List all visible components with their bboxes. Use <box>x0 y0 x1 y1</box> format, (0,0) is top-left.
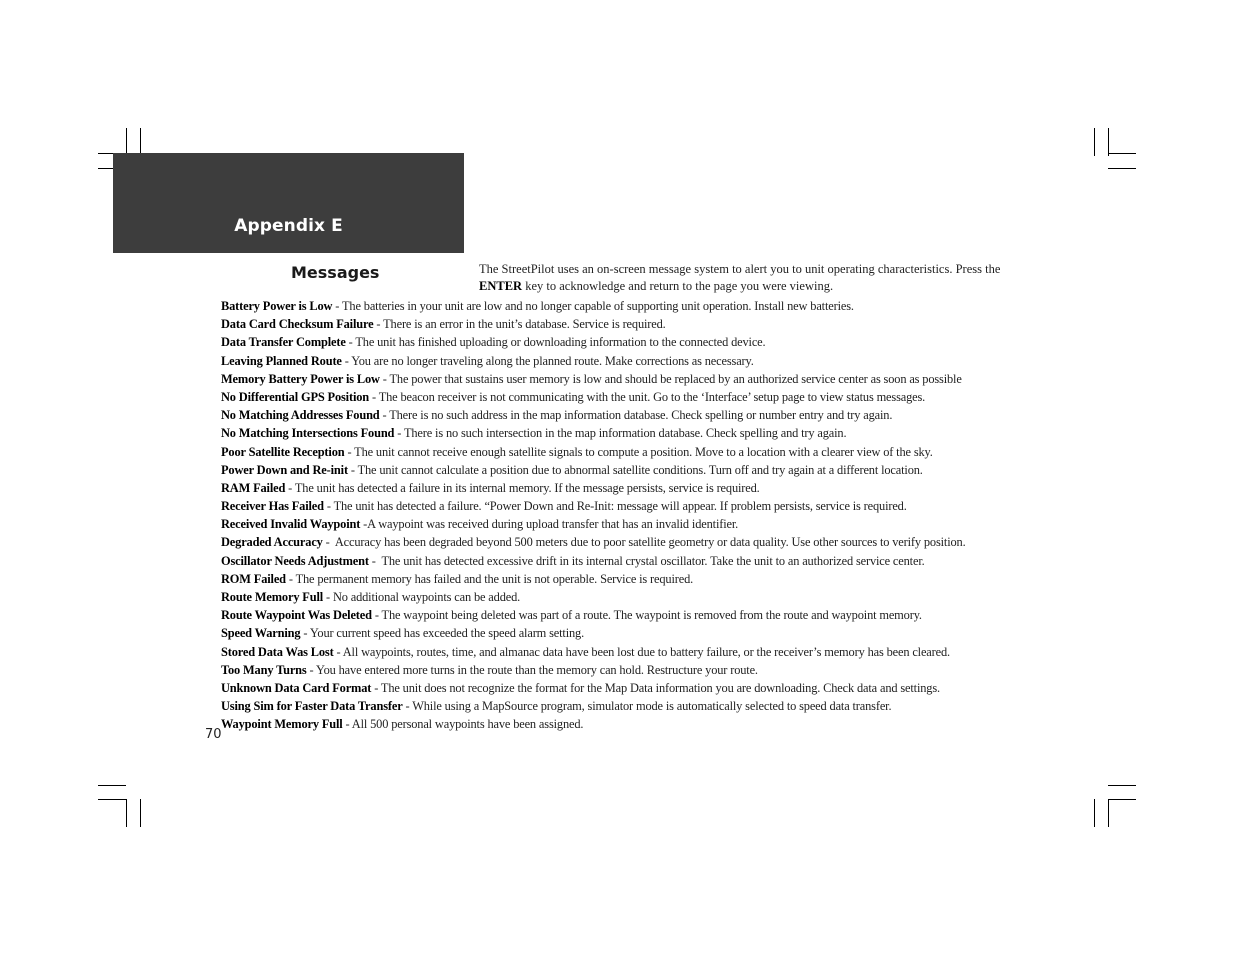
message-separator: - <box>371 680 381 695</box>
crop-mark <box>140 799 141 827</box>
crop-mark <box>1108 799 1109 827</box>
crop-mark <box>1108 168 1136 169</box>
enter-key-label: ENTER <box>479 279 523 293</box>
message-description: There is no such address in the map information database. Check spelling or number entry and try again. <box>389 408 893 423</box>
message-description: You are no longer traveling along the planned route. Make corrections as necessary. <box>351 353 754 368</box>
message-item <box>221 388 1027 406</box>
message-item <box>221 533 1027 551</box>
crop-mark <box>126 799 127 827</box>
message-title: Too Many Turns <box>221 662 307 677</box>
message-item <box>221 497 1027 515</box>
message-description: The beacon receiver is not communicating with the unit. Go to the ‘Interface’ setup page to view status messages. <box>378 389 926 404</box>
crop-mark <box>98 799 126 800</box>
message-title: No Matching Intersections Found <box>221 426 395 441</box>
appendix-title: Appendix E <box>234 216 343 236</box>
message-title: No Differential GPS Position <box>221 389 370 404</box>
message-item <box>221 661 1027 679</box>
message-separator: - <box>379 408 390 423</box>
section-title: Messages <box>291 263 380 282</box>
message-title: Power Down and Re-init <box>221 462 348 477</box>
message-description: All waypoints, routes, time, and almanac data have been lost due to battery failure, or the receiver’s memory has been cleared. <box>342 644 950 659</box>
message-item <box>221 515 1027 533</box>
message-title: Using Sim for Faster Data Transfer <box>221 699 403 714</box>
crop-mark <box>98 785 126 786</box>
message-description: No additional waypoints can be added. <box>332 590 521 604</box>
message-separator: - <box>369 389 379 404</box>
message-title: Data Transfer Complete <box>221 335 346 350</box>
message-item <box>221 352 1027 370</box>
message-description: Accuracy has been degraded beyond 500 meters due to poor satellite geometry or data quality. Use other sources to verify position. <box>334 535 966 550</box>
crop-mark <box>140 128 141 156</box>
message-description: The batteries in your unit are low and no longer capable of supporting unit operation. Install new batteries. <box>342 299 854 313</box>
crop-mark <box>126 128 127 156</box>
message-title: ROM Failed <box>221 571 286 586</box>
message-separator: - <box>345 335 356 350</box>
message-item <box>221 552 1027 570</box>
message-separator: - <box>373 317 384 332</box>
crop-mark <box>1108 153 1136 154</box>
message-description: You have entered more turns in the route than the memory can hold. Restructure your route. <box>316 662 758 677</box>
message-item <box>221 624 1027 642</box>
message-item <box>221 443 1027 461</box>
message-item <box>221 479 1027 497</box>
message-item <box>221 606 1027 624</box>
message-separator: - <box>360 517 368 532</box>
intro-text-start: The StreetPilot uses an on-screen message system to alert you to unit operating characteristics. Press the <box>479 262 1001 276</box>
message-title: Leaving Planned Route <box>221 353 342 368</box>
crop-mark <box>1094 128 1095 156</box>
message-title: Oscillator Needs Adjustment <box>221 553 369 568</box>
message-description: The waypoint being deleted was part of a route. The waypoint is removed from the route and waypoint memory. <box>381 608 922 623</box>
message-separator: - <box>323 590 333 604</box>
message-separator: - <box>285 480 295 495</box>
message-title: Speed Warning <box>221 626 301 641</box>
page-number: 70 <box>205 727 222 742</box>
message-title: Data Card Checksum Failure <box>221 317 374 332</box>
message-title: Receiver Has Failed <box>221 499 324 514</box>
message-description: The unit does not recognize the format for the Map Data information you are downloading. Check data and settings. <box>380 680 940 695</box>
message-description: The unit has finished uploading or downloading information to the connected device. <box>355 335 766 350</box>
message-item <box>221 424 1027 442</box>
message-separator: - <box>342 717 352 732</box>
message-separator: - <box>368 553 382 568</box>
message-separator: - <box>402 699 413 714</box>
message-item <box>221 315 1027 333</box>
crop-mark <box>1108 785 1136 786</box>
message-title: Stored Data Was Lost <box>221 644 334 659</box>
message-description: The power that sustains user memory is low and should be replaced by an authorized service center as soon as possible <box>389 371 962 386</box>
message-title: RAM Failed <box>221 480 286 495</box>
message-separator: - <box>323 499 334 514</box>
message-description: All 500 personal waypoints have been assigned. <box>351 717 584 732</box>
message-item <box>221 643 1027 661</box>
message-description: The permanent memory has failed and the unit is not operable. Service is required. <box>295 571 694 586</box>
message-description: A waypoint was received during upload transfer that has an invalid identifier. <box>367 517 739 532</box>
message-separator: - <box>322 535 335 550</box>
message-list <box>221 297 1027 734</box>
message-title: Poor Satellite Reception <box>221 444 345 459</box>
message-item <box>221 406 1027 424</box>
message-separator: - <box>300 626 310 641</box>
message-separator: - <box>371 608 382 623</box>
message-title: Route Waypoint Was Deleted <box>221 608 372 623</box>
message-item <box>221 570 1027 588</box>
message-item <box>221 297 1027 315</box>
message-description: While using a MapSource program, simulator mode is automatically selected to speed data transfer. <box>412 699 892 714</box>
crop-mark <box>1108 128 1109 156</box>
message-title: Route Memory Full <box>221 590 324 604</box>
message-separator: - <box>306 662 317 677</box>
intro-text-end: key to acknowledge and return to the page you were viewing. <box>522 279 834 293</box>
message-item <box>221 370 1027 388</box>
message-title: Waypoint Memory Full <box>221 717 343 732</box>
message-title: Degraded Accuracy <box>221 535 323 550</box>
message-separator: - <box>333 644 343 659</box>
crop-mark <box>1094 799 1095 827</box>
message-description: The unit cannot calculate a position due to abnormal satellite conditions. Turn off and try again at a different location. <box>357 462 923 477</box>
message-separator: - <box>379 371 390 386</box>
message-description: The unit has detected a failure. “Power Down and Re-Init: message will appear. If problem persists, service is required. <box>333 499 907 514</box>
message-item <box>221 333 1027 351</box>
message-description: The unit has detected excessive drift in its internal crystal oscillator. Take the unit to an authorized service center. <box>381 553 925 568</box>
message-title: No Matching Addresses Found <box>221 408 380 423</box>
intro-paragraph <box>479 261 1019 295</box>
crop-mark <box>1108 799 1136 800</box>
message-item <box>221 715 1027 733</box>
message-separator: - <box>344 444 355 459</box>
message-item <box>221 461 1027 479</box>
message-item <box>221 679 1027 697</box>
message-item <box>221 588 1027 606</box>
message-description: There is no such intersection in the map information database. Check spelling and try again. <box>403 426 847 441</box>
header-band <box>113 153 464 253</box>
message-description: The unit has detected a failure in its internal memory. If the message persists, service is required. <box>294 480 760 495</box>
message-title: Memory Battery Power is Low <box>221 371 380 386</box>
message-separator: - <box>285 571 296 586</box>
message-separator: - <box>347 462 358 477</box>
message-description: The unit cannot receive enough satellite signals to compute a position. Move to a location with a clearer view of the sky. <box>354 444 933 459</box>
message-separator: - <box>394 426 404 441</box>
message-description: There is an error in the unit’s database. Service is required. <box>383 317 666 332</box>
message-title: Battery Power is Low <box>221 299 333 313</box>
message-description: Your current speed has exceeded the speed alarm setting. <box>309 626 585 641</box>
message-item <box>221 697 1027 715</box>
message-title: Unknown Data Card Format <box>221 680 372 695</box>
message-title: Received Invalid Waypoint <box>221 517 361 532</box>
message-separator: - <box>332 299 343 313</box>
message-separator: - <box>341 353 352 368</box>
